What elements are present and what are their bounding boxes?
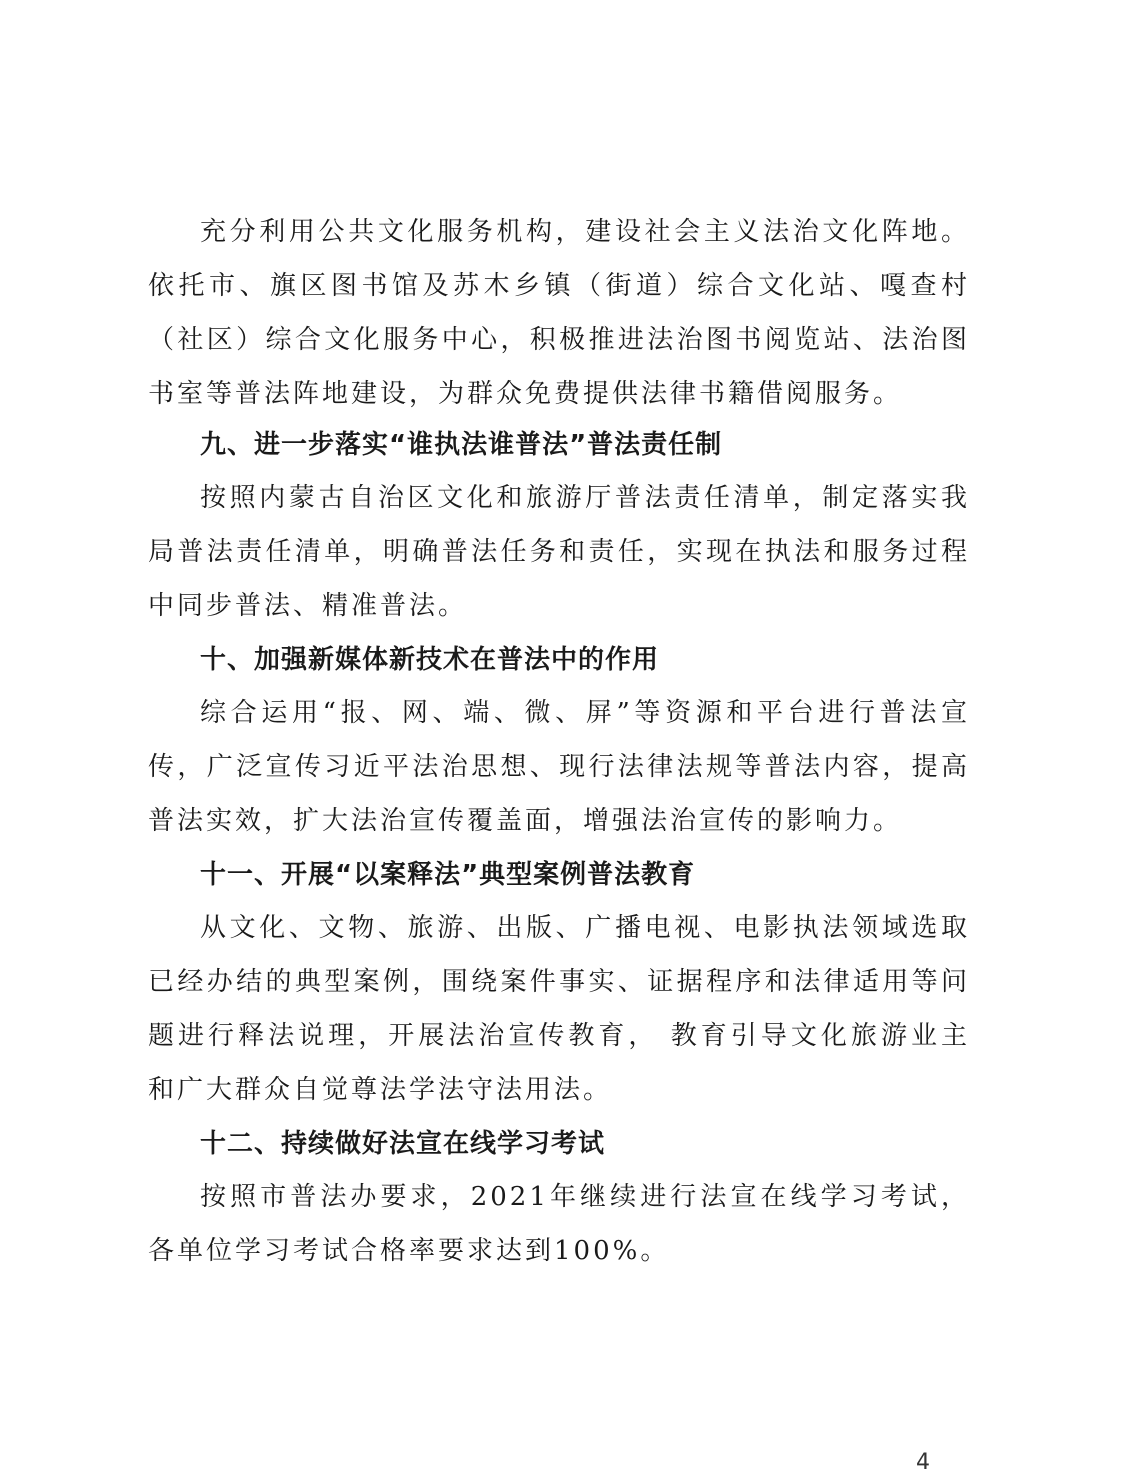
intro-paragraph: 充分利用公共文化服务机构，建设社会主义法治文化阵地。依托市、旗区图书馆及苏木乡镇（街道）综合文化站、嘎查村（社区）综合文化服务中心，积极推进法治图书阅览站、法治图书室等普法阵地建设，为群众免费提供法律书籍借阅服务。 <box>148 217 970 409</box>
section-heading-10: 十、加强新媒体新技术在普法中的作用 <box>200 645 660 675</box>
section-body-9: 按照内蒙古自治区文化和旅游厅普法责任清单，制定落实我局普法责任清单，明确普法任务和责任，实现在执法和服务过程中同步普法、精准普法。 <box>148 483 970 621</box>
section-heading-9: 九、进一步落实“谁执法谁普法”普法责任制 <box>200 430 723 460</box>
section-body-11: 从文化、文物、旅游、出版、广播电视、电影执法领域选取已经办结的典型案例，围绕案件事实、证据程序和法律适用等问题进行释法说理，开展法治宣传教育， 教育引导文化旅游业主和广大群众自觉尊法学法守法用法。 <box>148 913 970 1105</box>
section-body-12: 按照市普法办要求，2021年继续进行法宣在线学习考试，各单位学习考试合格率要求达到100%。 <box>148 1182 970 1266</box>
page-number: 4 <box>916 1450 930 1475</box>
section-body-10: 综合运用“报、网、端、微、屏”等资源和平台进行普法宣传，广泛宣传习近平法治思想、现行法律法规等普法内容，提高普法实效，扩大法治宣传覆盖面，增强法治宣传的影响力。 <box>148 698 970 836</box>
section-heading-12: 十二、持续做好法宣在线学习考试 <box>200 1129 606 1159</box>
section-heading-11: 十一、开展“以案释法”典型案例普法教育 <box>200 860 696 890</box>
